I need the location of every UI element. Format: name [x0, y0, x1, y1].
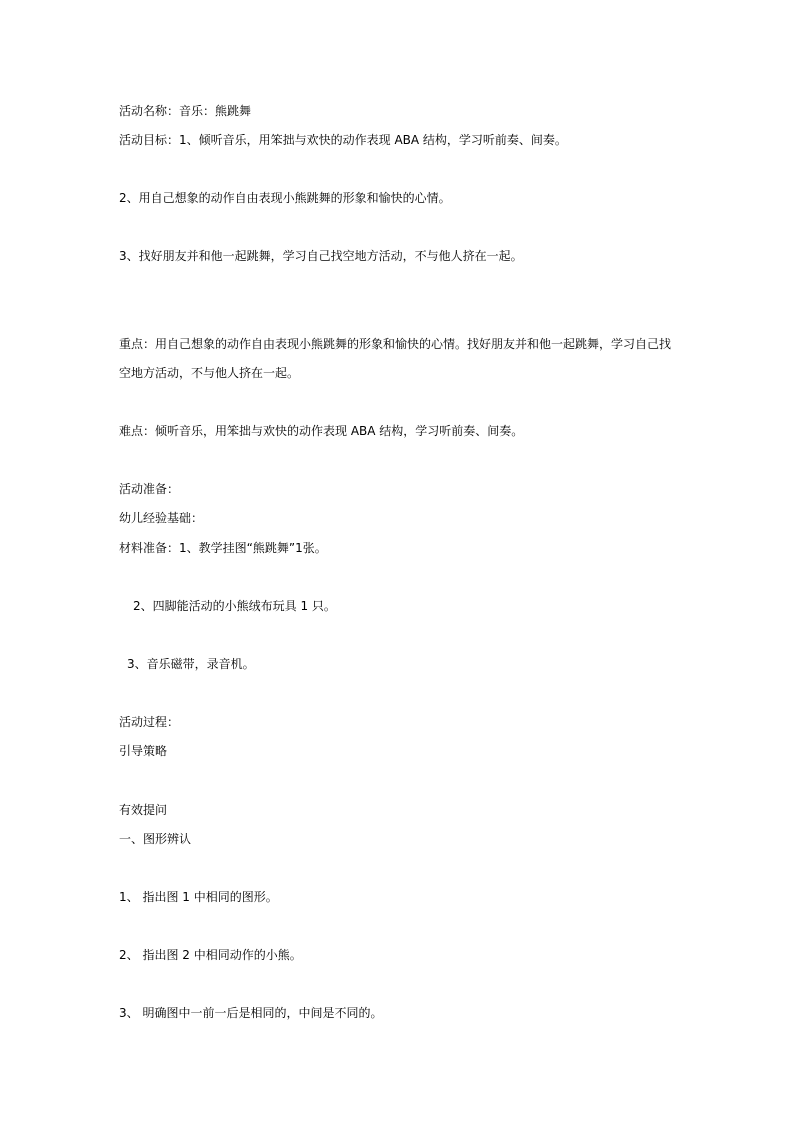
- activity-name: 活动名称：音乐：熊跳舞: [119, 104, 252, 118]
- guidance-strategy: 引导策略: [119, 744, 168, 758]
- key-point-line-1: 重点：用自己想象的动作自由表现小熊跳舞的形象和愉快的心情。找好朋友并和他一起跳舞，学习自己找: [119, 337, 672, 351]
- activity-preparation-heading: 活动准备：: [119, 482, 180, 496]
- activity-goal-1: 活动目标：1、倾听音乐，用笨拙与欢快的动作表现 ABA 结构，学习听前奏、间奏。: [119, 133, 567, 147]
- key-point-line-2: 空地方活动，不与他人挤在一起。: [119, 366, 300, 380]
- effective-questioning: 有效提问: [119, 803, 168, 817]
- material-preparation-1: 材料准备：1、教学挂图“熊跳舞”1张。: [119, 541, 327, 555]
- activity-goal-3: 3、找好朋友并和他一起跳舞，学习自己找空地方活动，不与他人挤在一起。: [119, 249, 523, 263]
- difficulty-point: 难点：倾听音乐，用笨拙与欢快的动作表现 ABA 结构，学习听前奏、间奏。: [119, 424, 524, 438]
- material-preparation-3: 3、音乐磁带，录音机。: [127, 657, 255, 671]
- list-item-1: 1、 指出图 1 中相同的图形。: [119, 890, 278, 904]
- material-preparation-2: 2、四脚能活动的小熊绒布玩具 1 只。: [133, 599, 336, 613]
- list-item-2: 2、 指出图 2 中相同动作的小熊。: [119, 948, 302, 962]
- activity-goal-2: 2、用自己想象的动作自由表现小熊跳舞的形象和愉快的心情。: [119, 191, 451, 205]
- list-item-3: 3、 明确图中一前一后是相同的，中间是不同的。: [119, 1006, 383, 1020]
- section-shape-recognition: 一、图形辨认: [119, 832, 192, 846]
- activity-process-heading: 活动过程：: [119, 715, 180, 729]
- child-experience-basis: 幼儿经验基础：: [119, 511, 204, 525]
